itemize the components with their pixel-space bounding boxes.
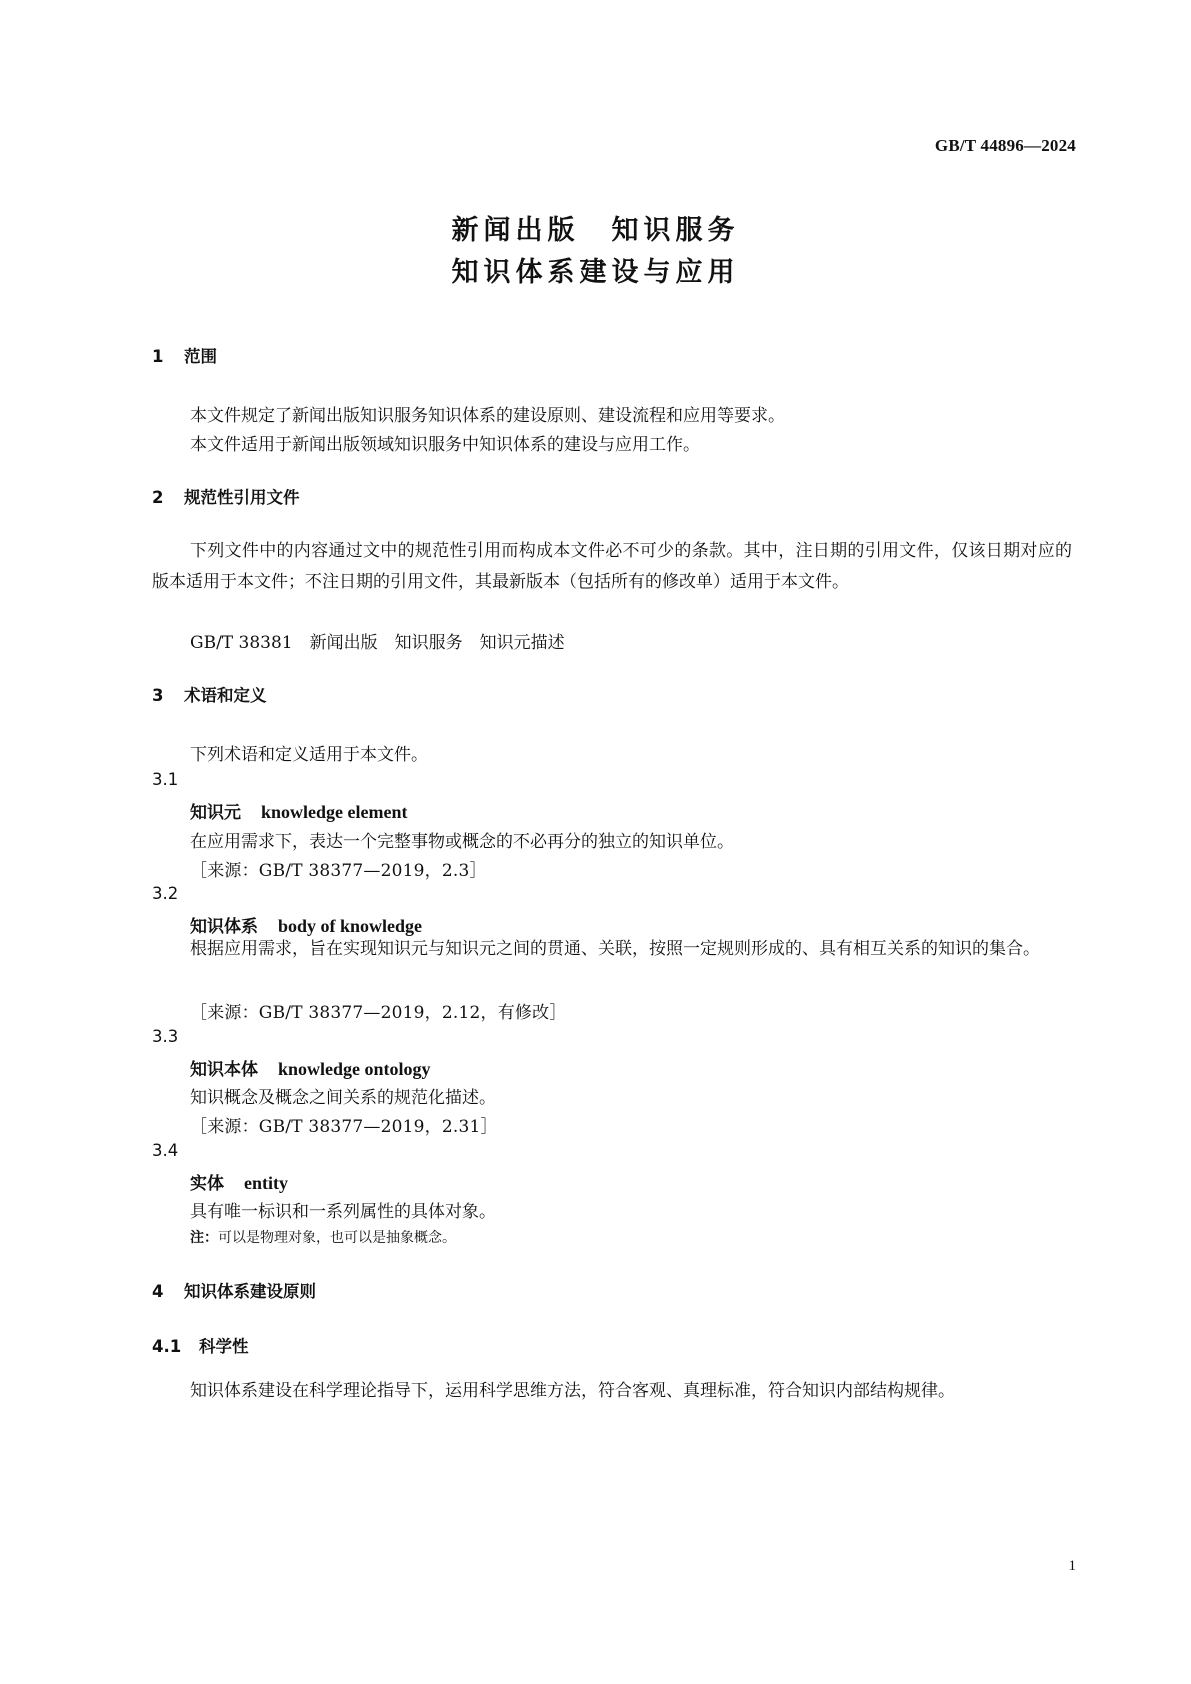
term-english: body of knowledge	[278, 916, 423, 936]
standard-code: GB/T 44896—2024	[934, 136, 1076, 155]
term-definition: 在应用需求下，表达一个完整事物或概念的不必再分的独立的知识单位。	[190, 832, 734, 852]
term-english: entity	[244, 1173, 288, 1193]
section-2-heading	[152, 484, 300, 508]
term-heading	[190, 1055, 431, 1080]
section-number: 1	[152, 347, 164, 366]
term-chinese: 知识本体	[190, 1060, 258, 1080]
term-number: 3.4	[152, 1141, 179, 1160]
term-definition: 知识概念及概念之间关系的规范化描述。	[190, 1088, 496, 1108]
section-title: 知识体系建设原则	[184, 1282, 316, 1301]
section-number: 2	[152, 488, 164, 507]
term-note	[190, 1227, 456, 1247]
term-heading	[190, 798, 407, 823]
scope-paragraph-1: 本文件规定了新闻出版知识服务知识体系的建设原则、建设流程和应用等要求。	[190, 406, 785, 426]
section-1-heading	[152, 343, 217, 367]
term-chinese: 实体	[190, 1174, 224, 1194]
section-title: 术语和定义	[184, 686, 267, 705]
page-number: 1	[1068, 1558, 1076, 1574]
note-text: 可以是物理对象，也可以是抽象概念。	[218, 1230, 456, 1246]
section-4-heading	[152, 1278, 316, 1302]
term-definition: 具有唯一标识和一系列属性的具体对象。	[190, 1202, 496, 1222]
subsection-title: 科学性	[199, 1337, 249, 1356]
term-heading	[190, 1169, 288, 1194]
term-source: ［来源：GB/T 38377—2019，2.31］	[190, 1117, 498, 1137]
note-label: 注：	[190, 1230, 218, 1246]
term-number: 3.2	[152, 884, 179, 903]
subsection-number: 4.1	[152, 1337, 182, 1356]
principle-paragraph: 知识体系建设在科学理论指导下，运用科学思维方法，符合客观、真理标准，符合知识内部结构规律。	[190, 1381, 955, 1401]
term-number: 3.1	[152, 770, 179, 789]
term-english: knowledge ontology	[278, 1059, 431, 1079]
terms-intro: 下列术语和定义适用于本文件。	[190, 745, 428, 765]
term-source: ［来源：GB/T 38377—2019，2.3］	[190, 861, 487, 881]
scope-paragraph-2: 本文件适用于新闻出版领域知识服务中知识体系的建设与应用工作。	[190, 435, 700, 455]
title-line-2: 知识体系建设与应用	[451, 257, 740, 288]
section-title: 范围	[184, 347, 217, 366]
term-english: knowledge element	[261, 802, 408, 822]
reference-entry: GB/T 38381 新闻出版 知识服务 知识元描述	[190, 633, 565, 653]
term-definition: 根据应用需求，旨在实现知识元与知识元之间的贯通、关联，按照一定规则形成的、具有相互关系的知识的集合。	[190, 939, 1040, 959]
term-chinese: 知识元	[190, 803, 241, 823]
section-number: 4	[152, 1282, 164, 1301]
normative-references-paragraph: 下列文件中的内容通过文中的规范性引用而构成本文件必不可少的条款。其中，注日期的引用文件，仅该日期对应的版本适用于本文件；不注日期的引用文件，其最新版本（包括所有的修改单）适用于本文件。	[152, 541, 1072, 592]
subsection-4-1-heading	[152, 1333, 249, 1357]
term-source: ［来源：GB/T 38377—2019，2.12，有修改］	[190, 1003, 567, 1023]
term-number: 3.3	[152, 1027, 179, 1046]
section-3-heading	[152, 682, 267, 706]
section-number: 3	[152, 686, 164, 705]
section-title: 规范性引用文件	[184, 488, 300, 507]
title-line-1: 新闻出版 知识服务	[451, 215, 740, 246]
term-chinese: 知识体系	[190, 917, 258, 937]
